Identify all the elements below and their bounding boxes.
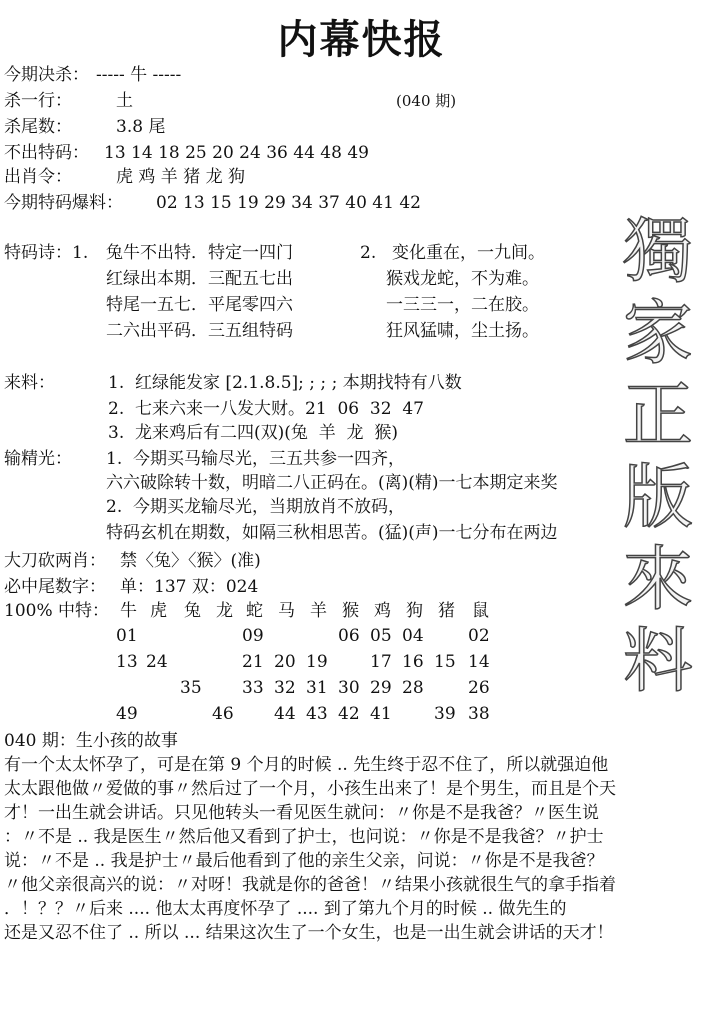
grid-number: 19 (306, 652, 328, 672)
poem-line: 兔牛不出特．特定一四门 (106, 243, 293, 263)
tail-label: 必中尾数字： (4, 577, 106, 597)
kill-value: ----- 牛 ----- (96, 65, 182, 85)
exclusive-stamp (608, 210, 708, 702)
grid-number: 13 (116, 652, 138, 672)
story-line: ：〃不是 .. 我是医生〃然后他又看到了护士，也问说：〃你是不是我爸？〃护士 (4, 827, 604, 847)
sources-item: 1. 红绿能发家 [2.1.8.5]; ; ; ; 本期找特有八数 (108, 373, 462, 393)
stamp-char: 版 (623, 456, 693, 538)
grid-number: 32 (274, 678, 296, 698)
zodiac-header: 狗 (406, 601, 423, 621)
not-out-label: 不出特码： (4, 143, 89, 163)
burst-label: 今期特码爆料： (4, 193, 123, 213)
poem-line: 变化重在，一九间。 (392, 243, 545, 263)
grid-number: 30 (338, 678, 360, 698)
stamp-char: 家 (623, 292, 693, 374)
grid-number: 16 (402, 652, 424, 672)
lose-line: 六六破除转十数，明暗二八正码在。(离)(精)一七本期定来奖 (106, 473, 558, 493)
grid-number: 06 (338, 626, 360, 646)
grid-number: 14 (468, 652, 490, 672)
grid-number: 49 (116, 704, 138, 724)
zodiac-header: 猪 (438, 601, 455, 621)
zodiac-header: 鼠 (472, 601, 489, 621)
zodiac-header: 鸡 (374, 601, 391, 621)
zodiac-value: 虎 鸡 羊 猪 龙 狗 (116, 167, 246, 187)
grid-number: 26 (468, 678, 490, 698)
story-line: 说：〃不是 .. 我是护士〃最后他看到了他的亲生父亲，问说：〃你是不是我爸？ (4, 851, 604, 871)
grid-number: 24 (146, 652, 168, 672)
stamp-char: 獨 (623, 210, 693, 292)
kill-label: 今期决杀： (4, 65, 89, 85)
sources-item: 2. 七来六来一八发大财。21 06 32 47 (108, 399, 424, 419)
stamp-char: 來 (623, 538, 693, 620)
grid-number: 20 (274, 652, 296, 672)
poem-line: 一三三一，二在胶。 (386, 295, 539, 315)
hundred-label: 100% 中特： (4, 601, 110, 621)
story-line: 才！一出生就会讲话。只见他转头一看见医生就问：〃你是不是我爸？〃医生说 (4, 803, 599, 823)
sources-label: 来料： (4, 373, 55, 393)
grid-number: 43 (306, 704, 328, 724)
grid-number: 42 (338, 704, 360, 724)
grid-number: 04 (402, 626, 424, 646)
poem-label: 特码诗：1. (4, 243, 89, 263)
stamp-char: 料 (623, 620, 693, 702)
zodiac-header: 猴 (342, 601, 359, 621)
grid-number: 44 (274, 704, 296, 724)
stamp-char: 正 (623, 374, 693, 456)
poem-line: 红绿出本期．三配五七出 (106, 269, 293, 289)
story-line: 太太跟他做〃爱做的事〃然后过了一个月，小孩生出来了！是个男生，而且是个天 (4, 779, 616, 799)
lose-label: 输精光： (4, 449, 72, 469)
grid-number: 35 (180, 678, 202, 698)
kill-tail-value: 3.8 尾 (116, 117, 166, 137)
kill-row-value: 土 (116, 91, 133, 111)
kill-tail-label: 杀尾数： (4, 117, 72, 137)
story-line: 有一个太太怀孕了，可是在第 9 个月的时候 .. 先生终于忍不住了，所以就强迫他 (4, 755, 609, 775)
poem-line: 猴戏龙蛇，不为难。 (386, 269, 539, 289)
zodiac-header: 马 (278, 601, 295, 621)
grid-number: 29 (370, 678, 392, 698)
sources-item: 3. 龙来鸡后有二四(双)(兔 羊 龙 猴) (108, 423, 398, 443)
lose-line: 1. 今期买马输尽光，三五共参一四齐， (106, 449, 406, 469)
story-line: 〃他父亲很高兴的说：〃对呀！我就是你的爸爸！〃结果小孩就很生气的拿手指着 (4, 875, 616, 895)
story-heading: 040 期：生小孩的故事 (4, 731, 178, 751)
page-title: 内幕快报 (277, 17, 446, 63)
period-label: (040 期) (396, 92, 457, 110)
grid-number: 09 (242, 626, 264, 646)
zodiac-header: 牛 (120, 601, 137, 621)
zodiac-header: 兔 (184, 601, 201, 621)
zodiac-label: 出肖令： (4, 167, 72, 187)
poem-line: 狂风猛啸，尘土扬。 (386, 321, 539, 341)
grid-number: 01 (116, 626, 138, 646)
kill-row-label: 杀一行： (4, 91, 72, 111)
zodiac-header: 蛇 (246, 601, 263, 621)
grid-number: 17 (370, 652, 392, 672)
poem-line: 特尾一五七．平尾零四六 (106, 295, 293, 315)
zodiac-header: 虎 (150, 601, 167, 621)
grid-number: 31 (306, 678, 328, 698)
story-line: 还是又忍不住了 .. 所以 ... 结果这次生了一个女生，也是一出生就会讲话的天才！ (4, 923, 614, 943)
grid-number: 46 (212, 704, 234, 724)
knife-label: 大刀砍两肖： (4, 551, 106, 571)
story-line: ．！？？〃后来 .... 他太太再度怀孕了 .... 到了第九个月的时候 .. 做先生的 (4, 899, 567, 919)
grid-number: 02 (468, 626, 490, 646)
grid-number: 15 (434, 652, 456, 672)
grid-number: 21 (242, 652, 264, 672)
lose-line: 特码玄机在期数，如隔三秋相思苦。(猛)(声)一七分布在两边 (106, 523, 558, 543)
zodiac-header: 龙 (216, 601, 233, 621)
not-out-value: 13 14 18 25 20 24 36 44 48 49 (104, 143, 369, 163)
grid-number: 41 (370, 704, 392, 724)
zodiac-header: 羊 (310, 601, 327, 621)
burst-value: 02 13 15 19 29 34 37 40 41 42 (156, 193, 421, 213)
grid-number: 33 (242, 678, 264, 698)
poem-label-2: 2. (360, 243, 377, 263)
tail-value: 单：137 双：024 (120, 577, 259, 597)
grid-number: 39 (434, 704, 456, 724)
lose-line: 2. 今期买龙输尽光，当期放肖不放码， (106, 497, 406, 517)
grid-number: 38 (468, 704, 490, 724)
grid-number: 05 (370, 626, 392, 646)
knife-value: 禁〈兔〉〈猴〉(准) (120, 551, 261, 571)
poem-line: 二六出平码．三五组特码 (106, 321, 293, 341)
grid-number: 28 (402, 678, 424, 698)
